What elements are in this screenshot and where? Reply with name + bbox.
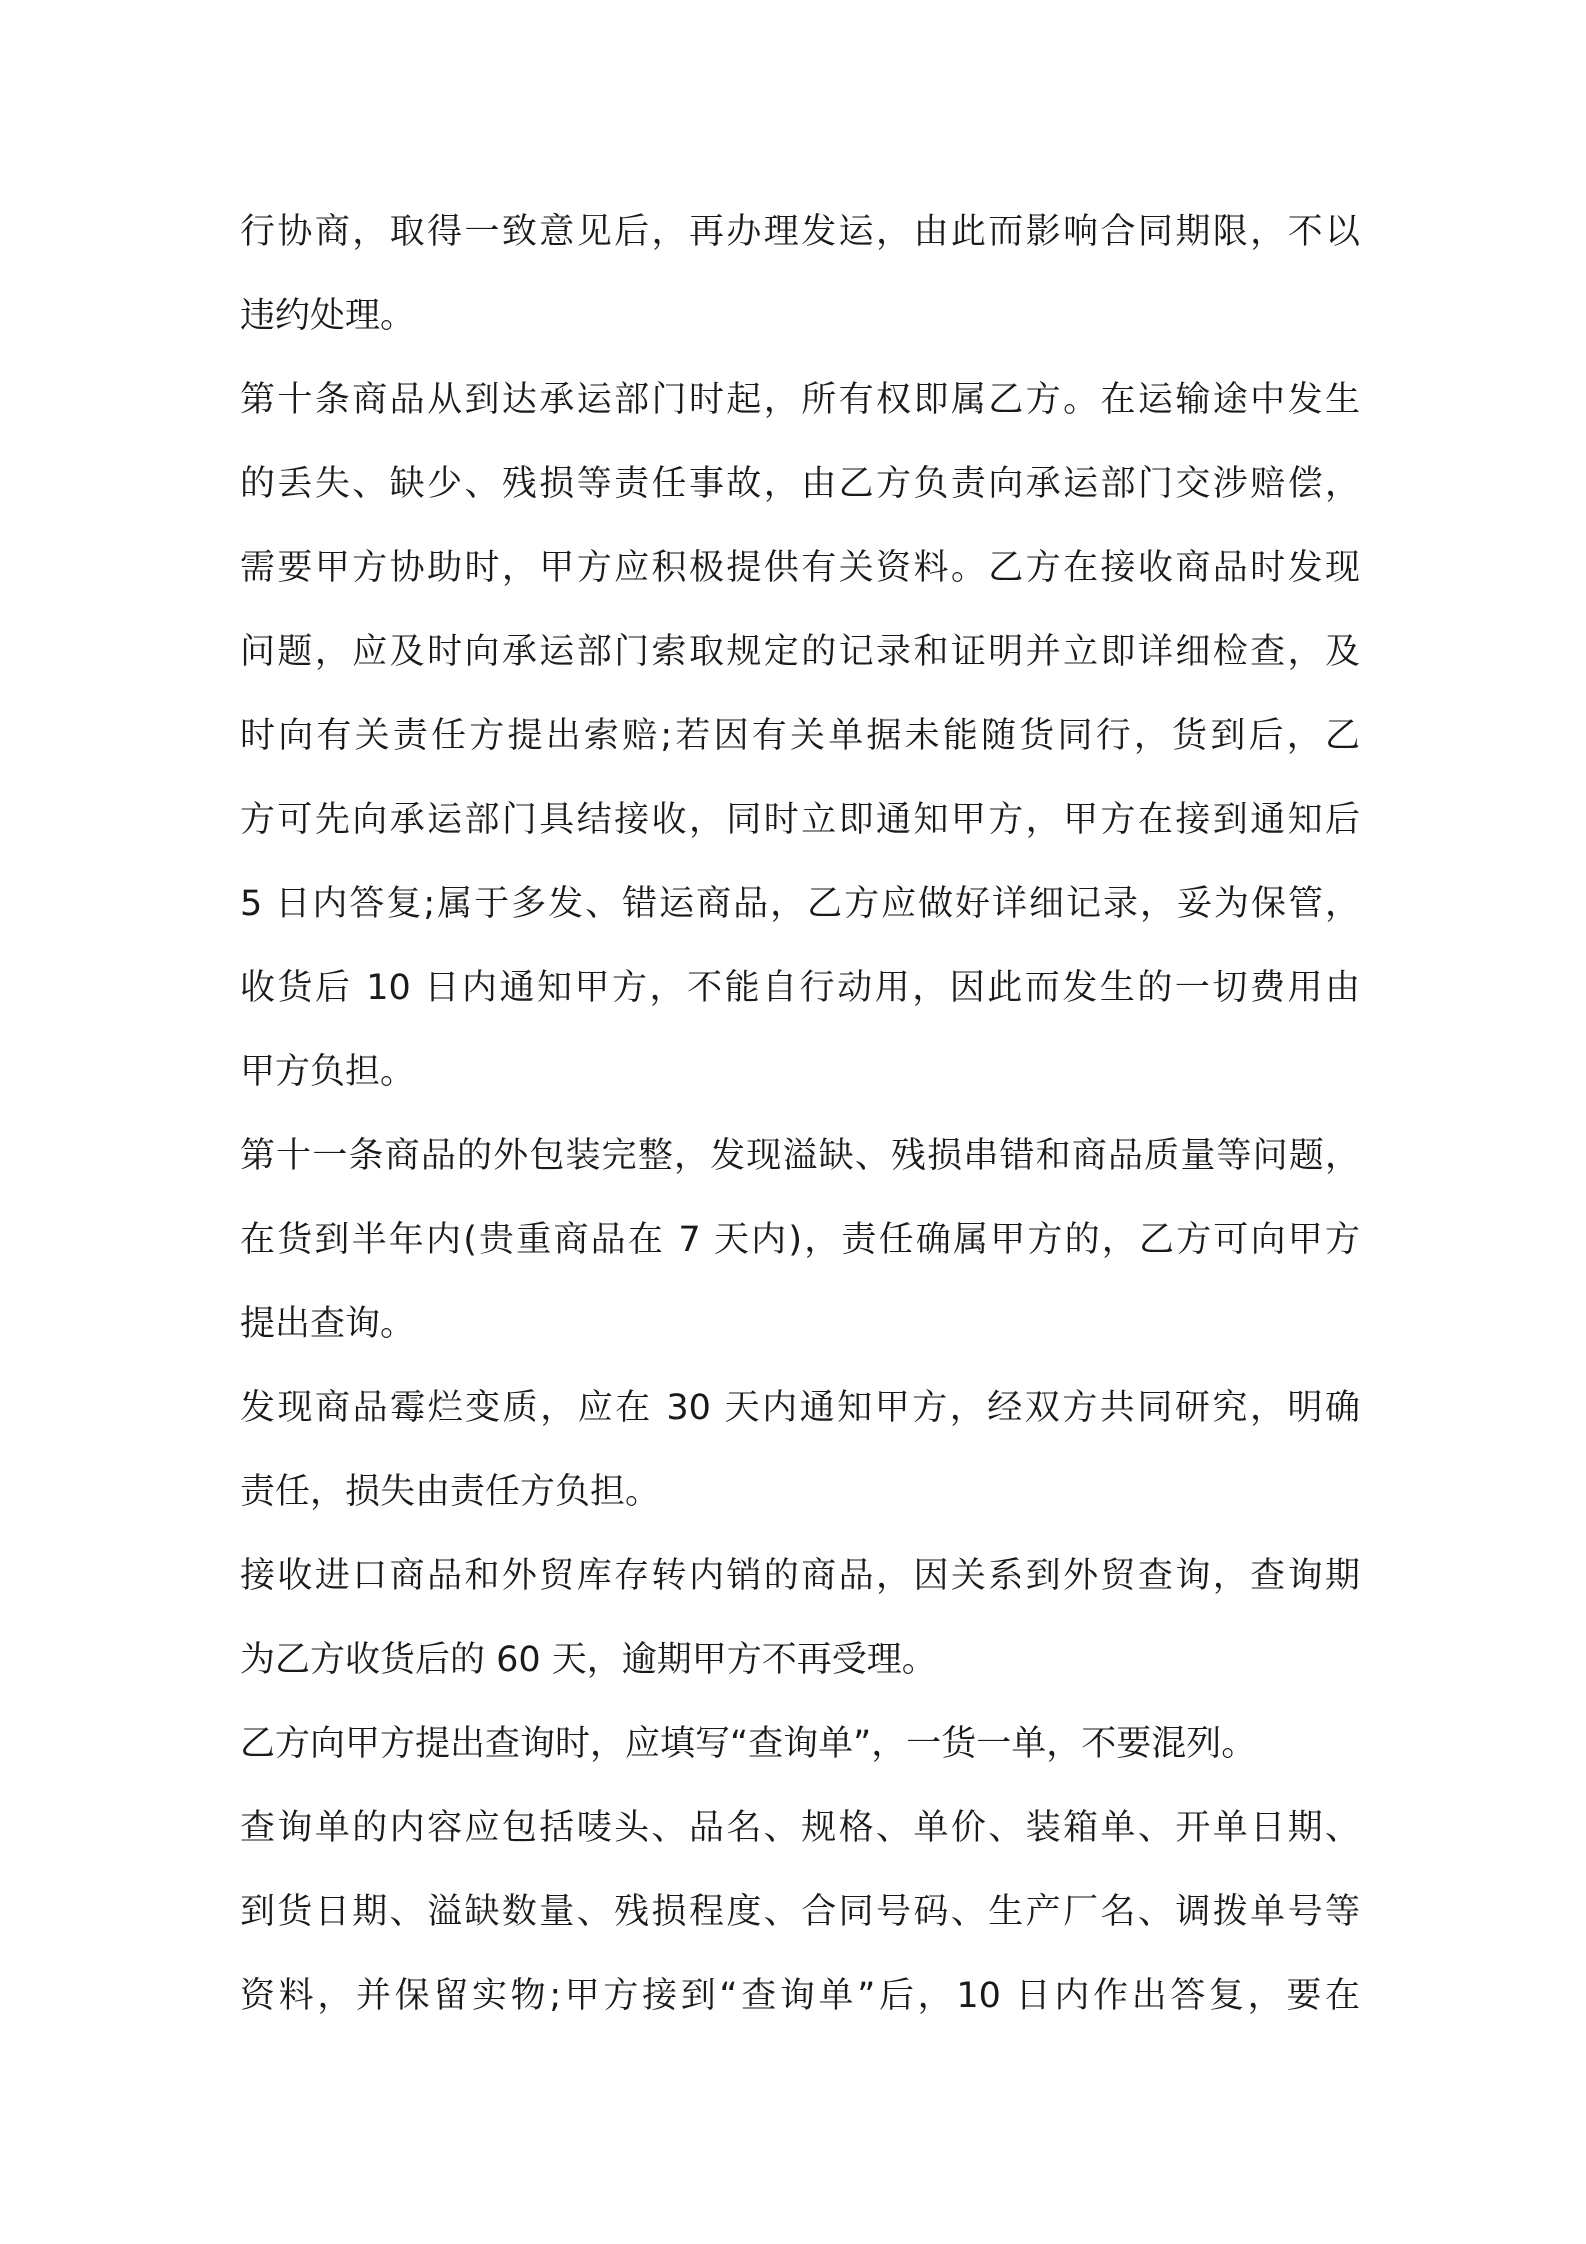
text-line: 收货后 10 日内通知甲方，不能自行动用，因此而发生的一切费用由 (240, 968, 1360, 1008)
text-line: 资料，并保留实物;甲方接到“查询单”后，10 日内作出答复，要在 (240, 1976, 1360, 2016)
text-line: 到货日期、溢缺数量、残损程度、合同号码、生产厂名、调拨单号等 (240, 1892, 1360, 1932)
text-line: 需要甲方协助时，甲方应积极提供有关资料。乙方在接收商品时发现 (240, 548, 1360, 588)
text-line: 问题，应及时向承运部门索取规定的记录和证明并立即详细检查，及 (240, 632, 1360, 672)
text-line: 第十条商品从到达承运部门时起，所有权即属乙方。在运输途中发生 (240, 380, 1360, 420)
text-line: 时向有关责任方提出索赔;若因有关单据未能随货同行，货到后，乙 (240, 716, 1360, 756)
text-line: 责任，损失由责任方负担。 (240, 1472, 661, 1512)
text-line: 第十一条商品的外包装完整，发现溢缺、残损串错和商品质量等问题， (240, 1136, 1360, 1176)
text-line: 接收进口商品和外贸库存转内销的商品，因关系到外贸查询，查询期 (240, 1556, 1360, 1596)
text-line: 甲方负担。 (240, 1052, 416, 1092)
text-line: 查询单的内容应包括唛头、品名、规格、单价、装箱单、开单日期、 (240, 1808, 1360, 1848)
contract-text (240, 190, 1360, 2038)
text-line: 方可先向承运部门具结接收，同时立即通知甲方，甲方在接到通知后 (240, 800, 1360, 840)
text-line: 5 日内答复;属于多发、错运商品，乙方应做好详细记录，妥为保管， (240, 884, 1360, 924)
text-line: 违约处理。 (240, 296, 416, 336)
text-line: 发现商品霉烂变质，应在 30 天内通知甲方，经双方共同研究，明确 (240, 1388, 1360, 1428)
text-line: 提出查询。 (240, 1304, 416, 1344)
text-line: 行协商，取得一致意见后，再办理发运，由此而影响合同期限，不以 (240, 212, 1360, 252)
text-line: 为乙方收货后的 60 天，逾期甲方不再受理。 (240, 1640, 937, 1680)
text-line: 的丢失、缺少、残损等责任事故，由乙方负责向承运部门交涉赔偿， (240, 464, 1360, 504)
text-line: 乙方向甲方提出查询时，应填写“查询单”，一货一单，不要混列。 (240, 1724, 1257, 1764)
text-line: 在货到半年内(贵重商品在 7 天内)，责任确属甲方的，乙方可向甲方 (240, 1220, 1360, 1260)
